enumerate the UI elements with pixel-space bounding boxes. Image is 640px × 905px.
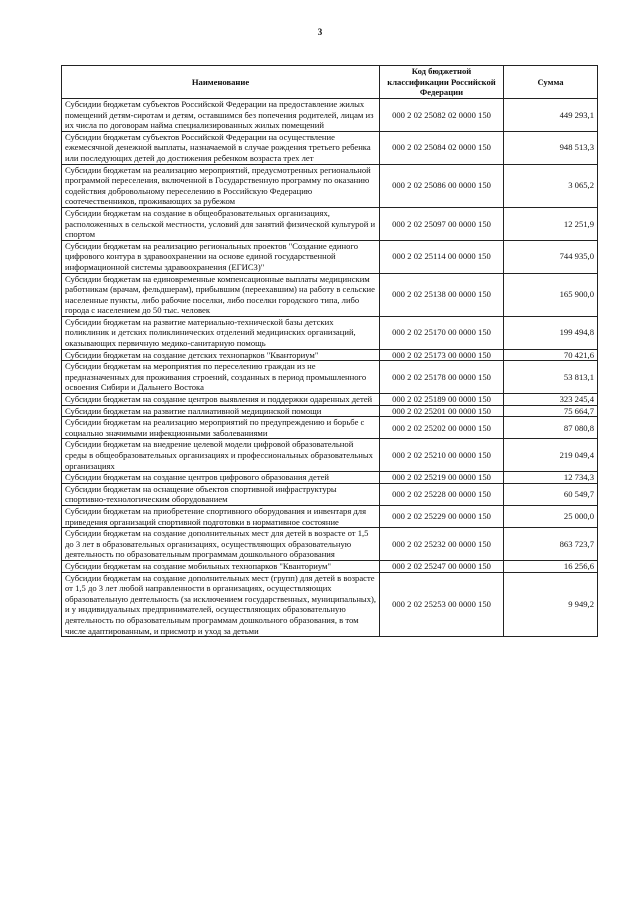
- row-code-cell: 000 2 02 25232 00 0000 150: [380, 528, 504, 561]
- table-body: [62, 99, 598, 637]
- table-row: [62, 439, 598, 472]
- table-row: [62, 131, 598, 164]
- row-sum-cell: 165 900,0: [504, 273, 598, 316]
- row-code-cell: 000 2 02 25138 00 0000 150: [380, 273, 504, 316]
- header-name: Наименование: [62, 66, 380, 99]
- row-code-cell: 000 2 02 25097 00 0000 150: [380, 207, 504, 240]
- row-sum-cell: 75 664,7: [504, 405, 598, 417]
- row-sum-cell: 60 549,7: [504, 483, 598, 505]
- row-code-cell: 000 2 02 25189 00 0000 150: [380, 394, 504, 406]
- row-name-cell: Субсидии бюджетам на единовременные компенсационные выплаты медицинским работникам (врачам, фельдшерам), прибывшим (переехавшим) на работу в сельские населенные пункты, либо рабочие поселки, либо поселки городского типа, либо города с населением до 50 тыс. человек: [62, 273, 380, 316]
- row-sum-cell: 744 935,0: [504, 240, 598, 273]
- row-code-cell: 000 2 02 25114 00 0000 150: [380, 240, 504, 273]
- row-code-cell: 000 2 02 25228 00 0000 150: [380, 483, 504, 505]
- row-name-cell: Субсидии бюджетам на создание мобильных технопарков "Кванториум": [62, 560, 380, 572]
- row-code-cell: 000 2 02 25219 00 0000 150: [380, 472, 504, 484]
- row-code-cell: 000 2 02 25170 00 0000 150: [380, 316, 504, 349]
- row-name-cell: Субсидии бюджетам на создание центров цифрового образования детей: [62, 472, 380, 484]
- row-sum-cell: 16 256,6: [504, 560, 598, 572]
- table-row: [62, 273, 598, 316]
- row-code-cell: 000 2 02 25201 00 0000 150: [380, 405, 504, 417]
- row-code-cell: 000 2 02 25084 02 0000 150: [380, 131, 504, 164]
- table-row: [62, 572, 598, 637]
- row-sum-cell: 3 065,2: [504, 164, 598, 207]
- row-sum-cell: 323 245,4: [504, 394, 598, 406]
- row-code-cell: 000 2 02 25086 00 0000 150: [380, 164, 504, 207]
- row-name-cell: Субсидии бюджетам на создание дополнительных мест (групп) для детей в возрасте от 1,5 до 3 лет любой направленности в организациях, осуществляющих образовательную деятельность (за исключением государственных, муниципальных), и у индивидуальных предпринимателей, осуществляющих образовательную деятельность по образовательным программам дошкольного образования, в том числе адаптированным, и присмотр и уход за детьми: [62, 572, 380, 637]
- row-name-cell: Субсидии бюджетам на приобретение спортивного оборудования и инвентаря для приведения организаций спортивной подготовки в нормативное состояние: [62, 505, 380, 527]
- row-sum-cell: 70 421,6: [504, 349, 598, 361]
- row-code-cell: 000 2 02 25229 00 0000 150: [380, 505, 504, 527]
- row-code-cell: 000 2 02 25247 00 0000 150: [380, 560, 504, 572]
- row-name-cell: Субсидии бюджетам на мероприятия по переселению граждан из не предназначенных для проживания строений, созданных в период промышленного освоения Сибири и Дальнего Востока: [62, 361, 380, 394]
- table-row: [62, 417, 598, 439]
- row-name-cell: Субсидии бюджетам на создание детских технопарков "Кванториум": [62, 349, 380, 361]
- table-row: [62, 394, 598, 406]
- row-name-cell: Субсидии бюджетам на создание в общеобразовательных организациях, расположенных в сельской местности, условий для занятий физической культурой и спортом: [62, 207, 380, 240]
- row-sum-cell: 25 000,0: [504, 505, 598, 527]
- row-name-cell: Субсидии бюджетам на реализацию региональных проектов "Создание единого цифрового контура в здравоохранении на основе единой государственной информационной системы здравоохранения (ЕГИСЗ)": [62, 240, 380, 273]
- row-name-cell: Субсидии бюджетам субъектов Российской Федерации на осуществление ежемесячной денежной выплаты, назначаемой в случае рождения третьего ребенка или последующих детей до достижения ребенком возраста трех лет: [62, 131, 380, 164]
- header-code: Код бюджетной классификации Российской Федерации: [380, 66, 504, 99]
- row-name-cell: Субсидии бюджетам на реализацию мероприятий, предусмотренных региональной программой переселения, включенной в Государственную программу по оказанию содействия добровольному переселению в Российскую Федерацию соотечественников, проживающих за рубежом: [62, 164, 380, 207]
- row-sum-cell: 219 049,4: [504, 439, 598, 472]
- table-row: [62, 472, 598, 484]
- header-sum: Сумма: [504, 66, 598, 99]
- table-row: [62, 316, 598, 349]
- row-name-cell: Субсидии бюджетам на внедрение целевой модели цифровой образовательной среды в общеобразовательных организациях и профессиональных образовательных организациях: [62, 439, 380, 472]
- table-header-row: [62, 66, 598, 99]
- page-number: 3: [317, 27, 323, 37]
- row-sum-cell: 9 949,2: [504, 572, 598, 637]
- row-sum-cell: 12 251,9: [504, 207, 598, 240]
- table-row: [62, 528, 598, 561]
- row-name-cell: Субсидии бюджетам на развитие материально-технической базы детских поликлиник и детских поликлинических отделений медицинских организаций, оказывающих первичную медико-санитарную помощь: [62, 316, 380, 349]
- table-row: [62, 405, 598, 417]
- row-code-cell: 000 2 02 25210 00 0000 150: [380, 439, 504, 472]
- row-code-cell: 000 2 02 25082 02 0000 150: [380, 99, 504, 132]
- row-name-cell: Субсидии бюджетам на создание центров выявления и поддержки одаренных детей: [62, 394, 380, 406]
- table-row: [62, 505, 598, 527]
- table-row: [62, 164, 598, 207]
- row-sum-cell: 948 513,3: [504, 131, 598, 164]
- row-name-cell: Субсидии бюджетам на развитие паллиативной медицинской помощи: [62, 405, 380, 417]
- table-row: [62, 240, 598, 273]
- row-name-cell: Субсидии бюджетам на создание дополнительных мест для детей в возрасте от 1,5 до 3 лет в образовательных организациях, осуществляющих образовательную деятельность по образовательным программам дошкольного образования: [62, 528, 380, 561]
- row-sum-cell: 53 813,1: [504, 361, 598, 394]
- table-row: [62, 99, 598, 132]
- table-row: [62, 349, 598, 361]
- table-row: [62, 361, 598, 394]
- row-sum-cell: 449 293,1: [504, 99, 598, 132]
- table-row: [62, 207, 598, 240]
- row-code-cell: 000 2 02 25173 00 0000 150: [380, 349, 504, 361]
- table-row: [62, 483, 598, 505]
- row-name-cell: Субсидии бюджетам на реализацию мероприятий по предупреждению и борьбе с социально значимыми инфекционными заболеваниями: [62, 417, 380, 439]
- budget-subsidies-table: [61, 65, 598, 637]
- row-sum-cell: 199 494,8: [504, 316, 598, 349]
- row-name-cell: Субсидии бюджетам на оснащение объектов спортивной инфраструктуры спортивно-технологическим оборудованием: [62, 483, 380, 505]
- row-sum-cell: 12 734,3: [504, 472, 598, 484]
- row-sum-cell: 863 723,7: [504, 528, 598, 561]
- row-name-cell: Субсидии бюджетам субъектов Российской Федерации на предоставление жилых помещений детям-сиротам и детям, оставшимся без попечения родителей, лицам из их числа по договорам найма специализированных жилых помещений: [62, 99, 380, 132]
- row-code-cell: 000 2 02 25253 00 0000 150: [380, 572, 504, 637]
- table-row: [62, 560, 598, 572]
- row-code-cell: 000 2 02 25202 00 0000 150: [380, 417, 504, 439]
- row-sum-cell: 87 080,8: [504, 417, 598, 439]
- row-code-cell: 000 2 02 25178 00 0000 150: [380, 361, 504, 394]
